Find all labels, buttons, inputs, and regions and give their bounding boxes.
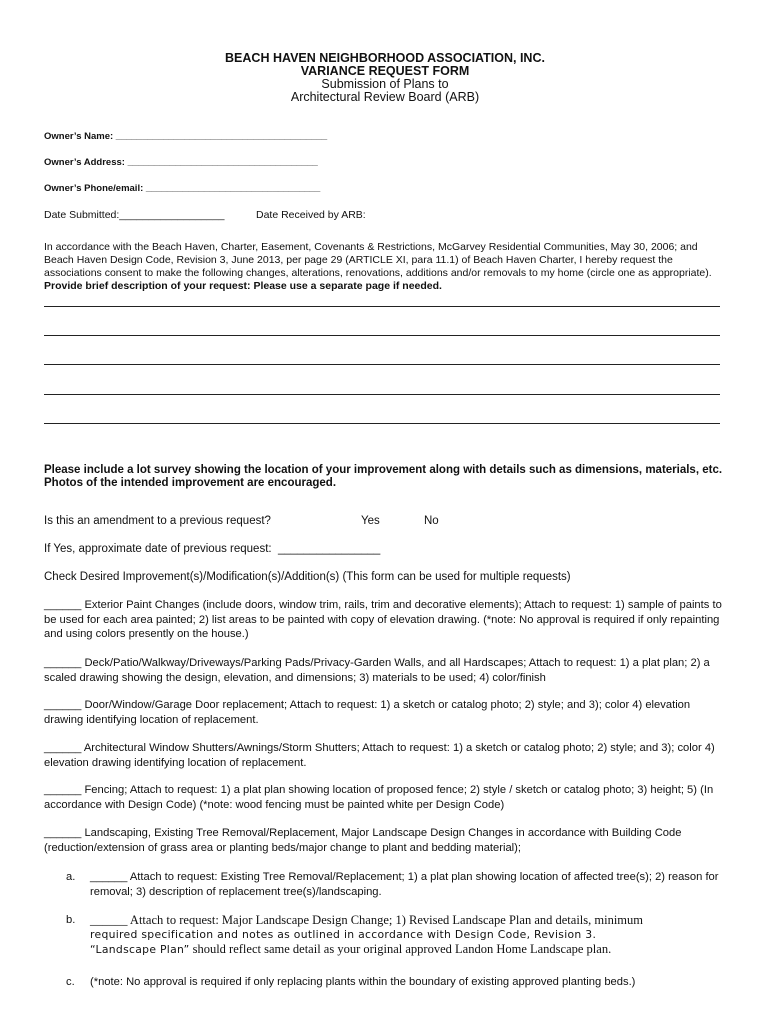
intro-instruction: Provide brief description of your request: Please use a separate page if needed. [44, 280, 442, 292]
amendment-no-option[interactable]: No [424, 515, 439, 527]
owner-name-field[interactable]: Owner’s Name: ________________________________________ [44, 131, 328, 142]
check-improvements-heading: Check Desired Improvement(s)/Modification(s)/Addition(s) (This form can be used for multiple requests) [44, 571, 571, 583]
form-subtitle-line2: Architectural Review Board (ARB) [290, 90, 480, 104]
subitem-b-letter: b. [66, 914, 76, 926]
description-line-4[interactable] [44, 394, 720, 395]
amendment-yes-option[interactable]: Yes [361, 515, 380, 527]
description-line-5[interactable] [44, 423, 720, 424]
form-header [0, 52, 770, 104]
item-deck-patio-hardscapes[interactable]: ______ Deck/Patio/Walkway/Driveways/Parking Pads/Privacy-Garden Walls, and all Hardscapes; Attach to request: 1) a plat plan; 2) a scaled drawing showing the design, elevation, and dimensions; 3) materials to be used; 4) color/finish [44, 657, 710, 684]
subitem-b-landscape-plan: “Landscape Plan” [90, 943, 190, 956]
owner-address-field[interactable]: Owner’s Address: ____________________________________ [44, 157, 318, 168]
intro-paragraph [44, 241, 724, 293]
subitem-b[interactable] [66, 913, 726, 963]
subitem-a-text[interactable]: ______ Attach to request: Existing Tree Removal/Replacement; 1) a plat plan showing location of affected tree(s); 2) reason for removal; 3) description of replacement tree(s)/landscaping. [90, 871, 719, 898]
description-line-2[interactable] [44, 335, 720, 336]
item-fencing[interactable]: ______ Fencing; Attach to request: 1) a plat plan showing location of proposed fence; 2) style / sketch or catalog photo; 3) height; 5) (In accordance with Design Code) (*note: wood fencing must be painted white per Design Code) [44, 784, 714, 811]
description-line-1[interactable] [44, 306, 720, 307]
form-subtitle-line1: Submission of Plans to [321, 77, 449, 91]
organization-name: BEACH HAVEN NEIGHBORHOOD ASSOCIATION, INC. [225, 51, 545, 65]
date-submitted-field[interactable]: Date Submitted:__________________ [44, 209, 225, 221]
subitem-c-letter: c. [66, 976, 75, 988]
survey-note: Please include a lot survey showing the location of your improvement along with details such as dimensions, materials, etc. Photos of the intended improvement are encouraged. [44, 464, 723, 489]
subitem-a-letter: a. [66, 871, 76, 883]
subitem-b-text[interactable] [90, 913, 730, 958]
subitem-b-line2: required specification and notes as outlined in accordance with Design Code, Revision 3. [90, 927, 597, 941]
description-line-3[interactable] [44, 364, 720, 365]
date-received-label: Date Received by ARB: [256, 209, 366, 221]
form-title: VARIANCE REQUEST FORM [300, 64, 470, 78]
subitem-b-line1: ______ Attach to request: Major Landscape Design Change; 1) Revised Landscape Plan and details, minimum [90, 913, 643, 927]
intro-text: In accordance with the Beach Haven, Charter, Easement, Covenants & Restrictions, McGarvey Residential Communities, May 30, 2006; and Beach Haven Design Code, Revision 3, June 2013, per page 29 (ARTICLE XI, para 11.1) of Beach Haven Charter, I hereby request the associations consent to make the following changes, alterations, renovations, additions and/or removals to my home (circle one as appropriate). [44, 241, 712, 279]
subitem-c-text: (*note: No approval is required if only replacing plants within the boundary of existing approved planting beds.) [90, 976, 636, 988]
amendment-question: Is this an amendment to a previous request? [44, 515, 271, 527]
subitem-b-line3: should reflect same detail as your original approved Landon Home Landscape plan. [189, 942, 612, 956]
item-exterior-paint[interactable]: ______ Exterior Paint Changes (include doors, window trim, rails, trim and decorative elements); Attach to request: 1) sample of paints to be used for each area painted; 2) list areas to be painted with copy of elevation drawing. (*note: No approval is required if only repainting and using colors presently on the house.) [44, 599, 722, 640]
item-landscaping[interactable]: ______ Landscaping, Existing Tree Removal/Replacement, Major Landscape Design Changes in accordance with Building Code (reduction/extension of grass area or planting beds/major change to plant and bedding material); [44, 827, 682, 854]
previous-request-date-field[interactable]: If Yes, approximate date of previous request: ________________ [44, 543, 381, 555]
owner-phone-email-field[interactable]: Owner’s Phone/email: _________________________________ [44, 183, 321, 194]
item-shutters-awnings[interactable]: ______ Architectural Window Shutters/Awnings/Storm Shutters; Attach to request: 1) a sketch or catalog photo; 2) style; and 3); color 4) elevation drawing identifying location of replacement. [44, 742, 715, 769]
item-door-window-garage[interactable]: ______ Door/Window/Garage Door replacement; Attach to request: 1) a sketch or catalog photo; 2) style; and 3); color 4) elevation drawing identifying location of replacement. [44, 699, 691, 726]
